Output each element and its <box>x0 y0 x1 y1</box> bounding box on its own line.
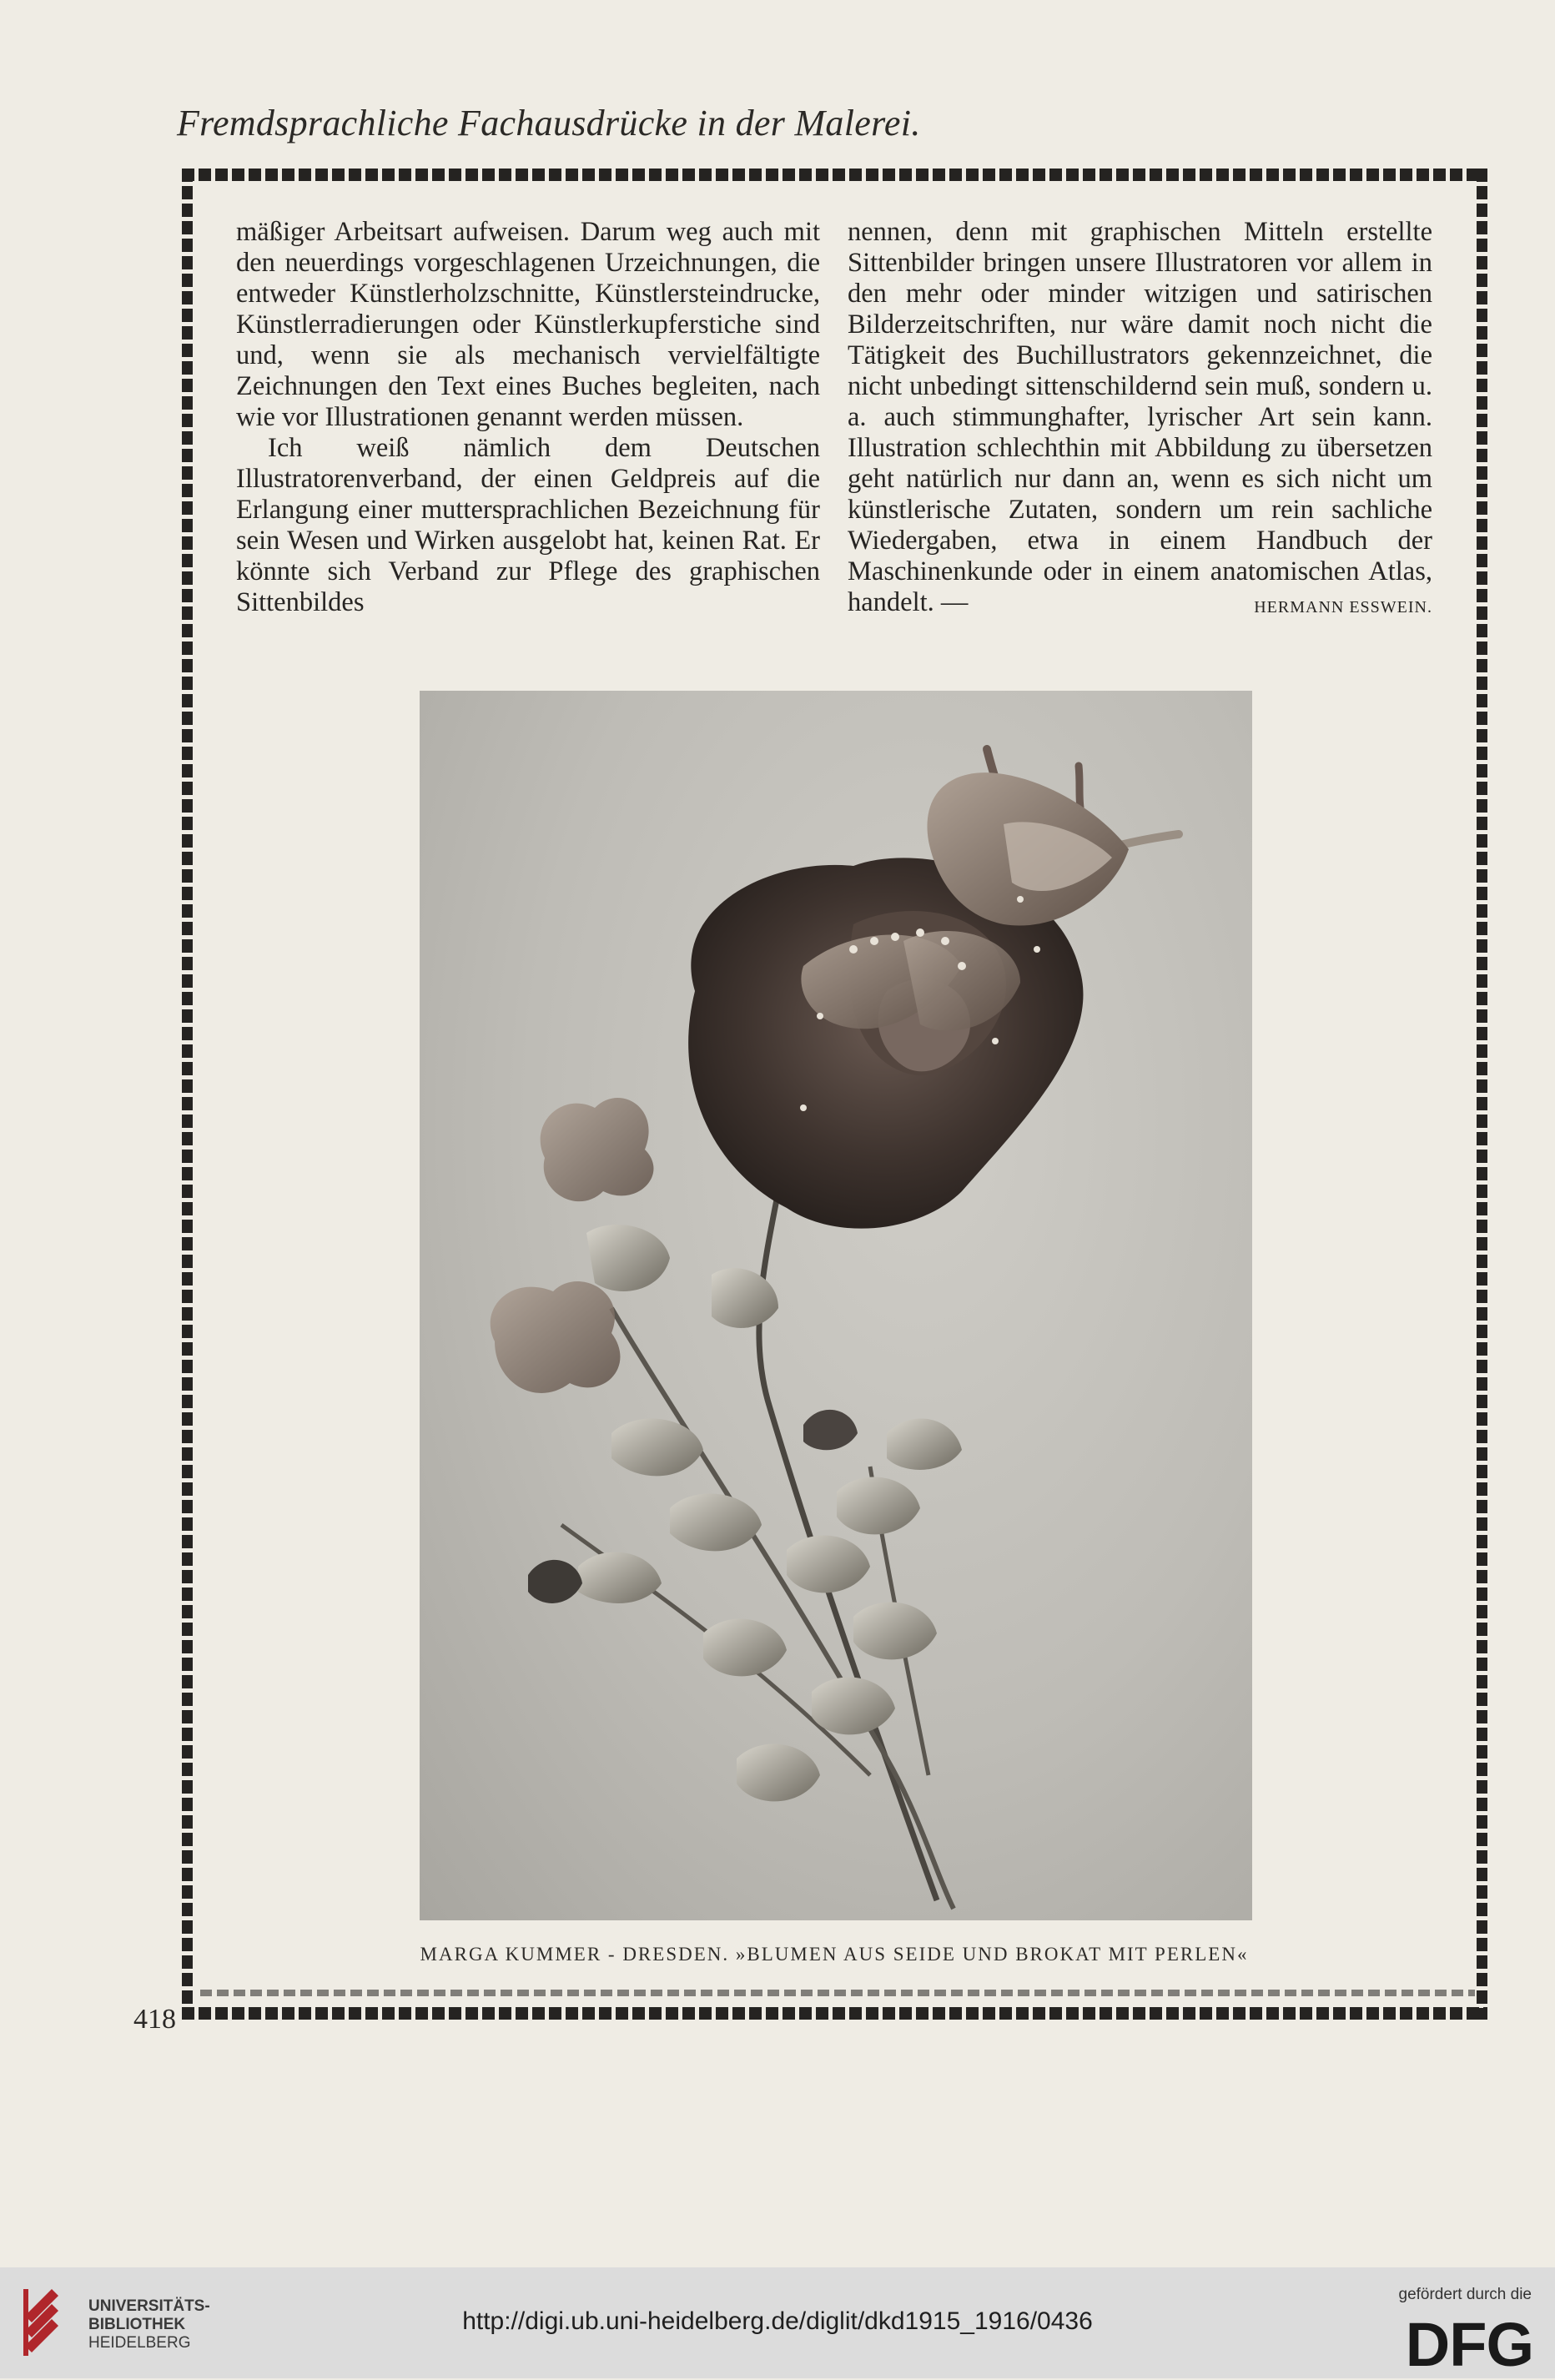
author-signature: HERMANN ESSWEIN. <box>1254 598 1432 616</box>
paragraph-3-text: nennen, denn mit graphischen Mitteln erstellte Sittenbilder bringen unsere Illustratoren vor allem in den mehr oder minder witzigen und satirischen Bilderzeitschriften, nur wäre damit noch nicht die Tätigkeit des Buchillustrators gekennzeichnet, die nicht unbedingt sittenschildernd sein muß, sondern u. a. auch stimmunghafter, lyrischer Art sein kann. Illustration schlechthin mit Abbildung zu übersetzen geht natürlich nur dann an, wenn es sich nicht um künstlerische Zutaten, sondern um rein sachliche Wiedergaben, etwa in einem Handbuch der Maschinenkunde oder in einem anatomischen Atlas, handelt. — <box>848 217 1432 617</box>
frame-left <box>182 169 193 2020</box>
source-url-link[interactable]: http://digi.ub.uni-heidelberg.de/diglit/dkd1915_1916/0436 <box>462 2307 1093 2335</box>
paragraph-3 <box>848 217 1432 618</box>
funding-label: gefördert durch die <box>1398 2286 1532 2303</box>
dfg-logo: DFG <box>1405 2310 1533 2379</box>
frame-inner-bottom <box>200 1990 1475 1996</box>
library-name-line1: UNIVERSITÄTS- <box>88 2297 210 2315</box>
frame-bottom <box>182 2007 1487 2020</box>
frame-top <box>182 169 1487 181</box>
library-name-line3: HEIDELBERG <box>88 2334 191 2352</box>
flower-photograph <box>420 691 1252 1920</box>
library-name-line2: BIBLIOTHEK <box>88 2316 186 2333</box>
page-number: 418 <box>133 2004 176 2035</box>
running-title: Fremdsprachliche Fachausdrücke in der Malerei. <box>177 103 921 143</box>
flower-illustration <box>420 691 1252 1920</box>
frame-right <box>1477 169 1487 2020</box>
figure-caption: MARGA KUMMER - DRESDEN. »BLUMEN AUS SEIDE UND BROKAT MIT PERLEN« <box>420 1944 1249 1965</box>
article-right-column <box>848 217 1432 623</box>
article-left-column <box>236 217 820 618</box>
paragraph-2: Ich weiß nämlich dem Deutschen Illustratorenverband, der einen Geldpreis auf die Erlangung einer muttersprachlichen Bezeichnung für sein Wesen und Wirken ausgelobt hat, keinen Rat. Er könnte sich Verband zur Pflege des graphischen Sittenbildes <box>236 433 820 617</box>
digitization-footer <box>0 2267 1555 2378</box>
paragraph-1: mäßiger Arbeitsart aufweisen. Darum weg auch mit den neuerdings vorgeschlagenen Urzeichnungen, die entweder Künstlerholzschnitte, Künstlersteindrucke, Künstlerradierungen oder Künstlerkupferstiche sind und, wenn sie als mechanisch vervielfältigte Zeichnungen den Text eines Buches begleiten, nach wie vor Illustrationen genannt werden müssen. <box>236 217 820 432</box>
